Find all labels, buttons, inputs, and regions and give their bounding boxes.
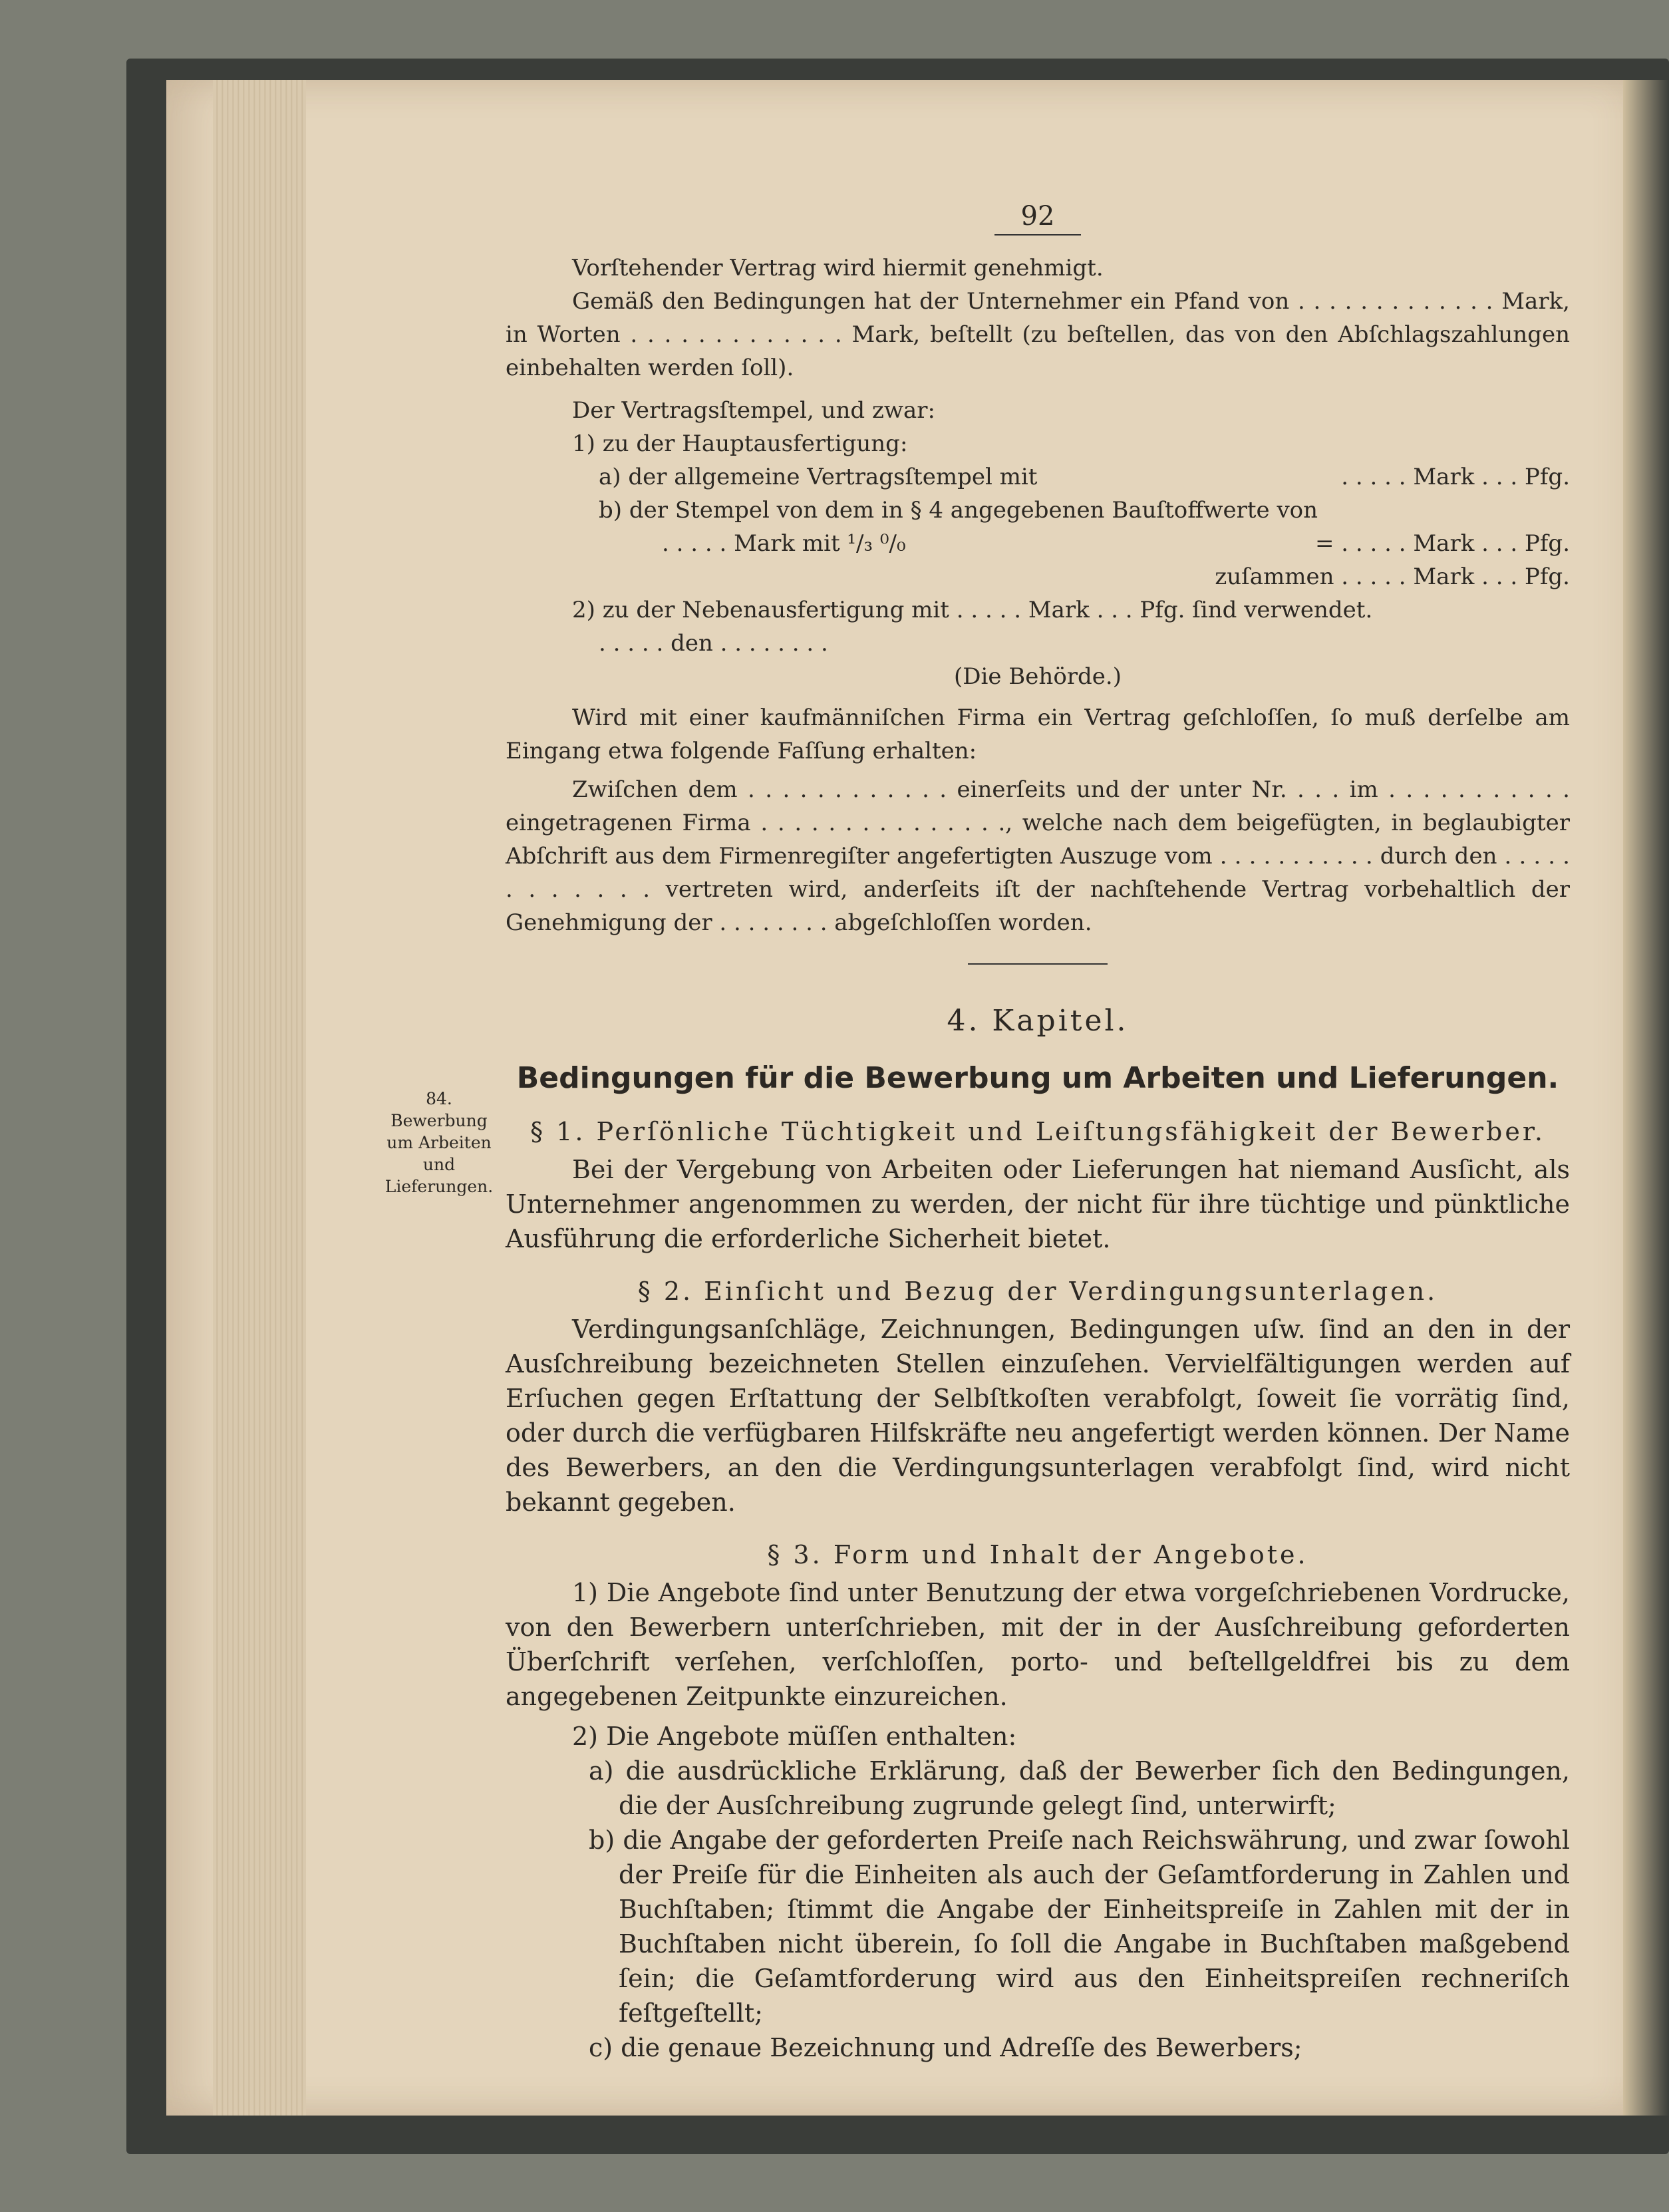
margin-note-line: Lieferungen. (384, 1177, 494, 1196)
section-3-item-b: b) die Angabe der geforderten Preiſe nach Reichswährung, und zwar ſowohl der Preiſe für die Einheiten als auch der Geſamtforderung in Zahlen und Buchſtaben; ſtimmt die Angabe der Einheitspreiſe in Zahlen mit der in Buchſtaben nicht überein, ſo ſoll die Angabe in Buchſtaben maßgebend ſein; die Geſamtforderung wird aus den Einheitspreiſen rechneriſch feſtgeſtellt; (589, 1825, 1570, 2028)
page-number: 92 (506, 200, 1570, 233)
chapter-heading: 4. Kapitel. (947, 1004, 1129, 1038)
section-2-heading: § 2. Einſicht und Bezug der Verdingungsunterlagen. (637, 1277, 1438, 1306)
pfand-paragraph: Gemäß den Bedingungen hat der Unternehmer ein Pfand von . . . . . . . . . . . . . Mark, in Worten . . . . . . . . . . . . . Mark, beſtellt (zu beſtellen, das von den Abſchlagszahlungen einbehalten werden ſoll). (506, 288, 1570, 381)
margin-note-line: und (422, 1155, 456, 1174)
page-edges (213, 80, 306, 2116)
behoerde-line: (Die Behörde.) (953, 663, 1122, 690)
section-3-heading: § 3. Form und Inhalt der Angebote. (767, 1540, 1308, 1569)
item-b2-label: . . . . . Mark mit ¹/₃ ⁰/₀ (662, 530, 906, 557)
chapter-title: Bedingungen für die Bewerbung um Arbeiten und Lieferungen. (516, 1061, 1559, 1095)
item-a-label: a) der allgemeine Vertragsſtempel mit (599, 464, 1038, 490)
margin-note (373, 1088, 506, 1197)
book-gutter (1623, 80, 1669, 2116)
item-a-amount: . . . . . Mark . . . Pfg. (1341, 464, 1570, 490)
section-1-heading: § 1. Perſönliche Tüchtigkeit und Leiſtungsfähigkeit der Bewerber. (530, 1117, 1545, 1146)
kaufm-paragraph: Wird mit einer kaufmänniſchen Firma ein Vertrag geſchloſſen, ſo muß derſelbe am Eingang etwa folgende Faſſung erhalten: (506, 705, 1570, 764)
item-b2-amount: = . . . . . Mark . . . Pfg. (1315, 530, 1570, 557)
haupt-line: 1) zu der Hauptausfertigung: (572, 430, 908, 457)
zwischen-paragraph: Zwiſchen dem . . . . . . . . . . . . einerſeits und der unter Nr. . . . im . . . . . . . . . . . eingetragenen Firma . . . . . . . . . . . . . . ., welche nach dem beigefügten, in beglaubigter Abſchrift aus dem Firmenregiſter angefertigten Auszuge vom . . . . . . . . . . . durch den . . . . . . . . . . . . vertreten wird, anderſeits iſt der nachſtehende Vertrag vorbehaltlich der Genehmigung der . . . . . . . . abgeſchloſſen worden. (506, 776, 1570, 936)
section-1-text: Bei der Vergebung von Arbeiten oder Lieferungen hat niemand Ausſicht, als Unternehmer angenommen zu werden, der nicht für ihre tüchtige und pünktliche Ausführung die erforderliche Sicherheit bietet. (506, 1155, 1570, 1253)
section-divider (968, 963, 1108, 965)
chapter-body (506, 1111, 1570, 2065)
page-content (506, 200, 1570, 2065)
item-a-row (506, 460, 1570, 494)
den-line: . . . . . den . . . . . . . . (599, 630, 828, 657)
approval-line: Vorſtehender Vertrag wird hiermit genehmigt. (572, 255, 1104, 281)
margin-note-number: 84. (426, 1089, 452, 1108)
neben-line: 2) zu der Nebenausfertigung mit . . . . . Mark . . . Pfg. ſind verwendet. (572, 597, 1373, 623)
zusammen-line: zuſammen . . . . . Mark . . . Pfg. (1215, 563, 1570, 590)
section-3-item-a: a) die ausdrückliche Erklärung, daß der Bewerber ſich den Bedingungen, die der Ausſchreibung zugrunde gelegt ſind, unterwirft; (589, 1756, 1570, 1820)
margin-note-line: Bewerbung (390, 1111, 488, 1130)
section-3-item-1: 1) Die Angebote ſind unter Benutzung der etwa vorgeſchriebenen Vordrucke, von den Bewerbern unterſchrieben, mit der in der Ausſchreibung geforderten Überſchrift verſehen, verſchloſſen, porto- und beſtellgeldfrei bis zu dem angegebenen Zeitpunkte einzureichen. (506, 1578, 1570, 1711)
stempel-intro: Der Vertragsſtempel, und zwar: (572, 397, 935, 424)
section-3-item-2: 2) Die Angebote müſſen enthalten: (572, 1722, 1017, 1751)
section-3-item-c: c) die genaue Bezeichnung und Adreſſe des Bewerbers; (589, 2033, 1302, 2062)
margin-note-line: um Arbeiten (386, 1133, 492, 1152)
section-2-text: Verdingungsanſchläge, Zeichnungen, Bedingungen uſw. ſind an den in der Ausſchreibung bezeichneten Stellen einzuſehen. Vervielfältigungen werden auf Erſuchen gegen Erſtattung der Selbſtkoſten verabfolgt, ſoweit ſie vorrätig ſind, oder durch die verfügbaren Hilfskräfte neu angefertigt werden können. Der Name des Bewerbers, an den die Verdingungsunterlagen verabfolgt ſind, wird nicht bekannt gegeben. (506, 1315, 1570, 1517)
item-b2-row (506, 527, 1570, 560)
item-b-line: b) der Stempel von dem in § 4 angegebenen Bauſtoffwerte von (599, 497, 1318, 524)
